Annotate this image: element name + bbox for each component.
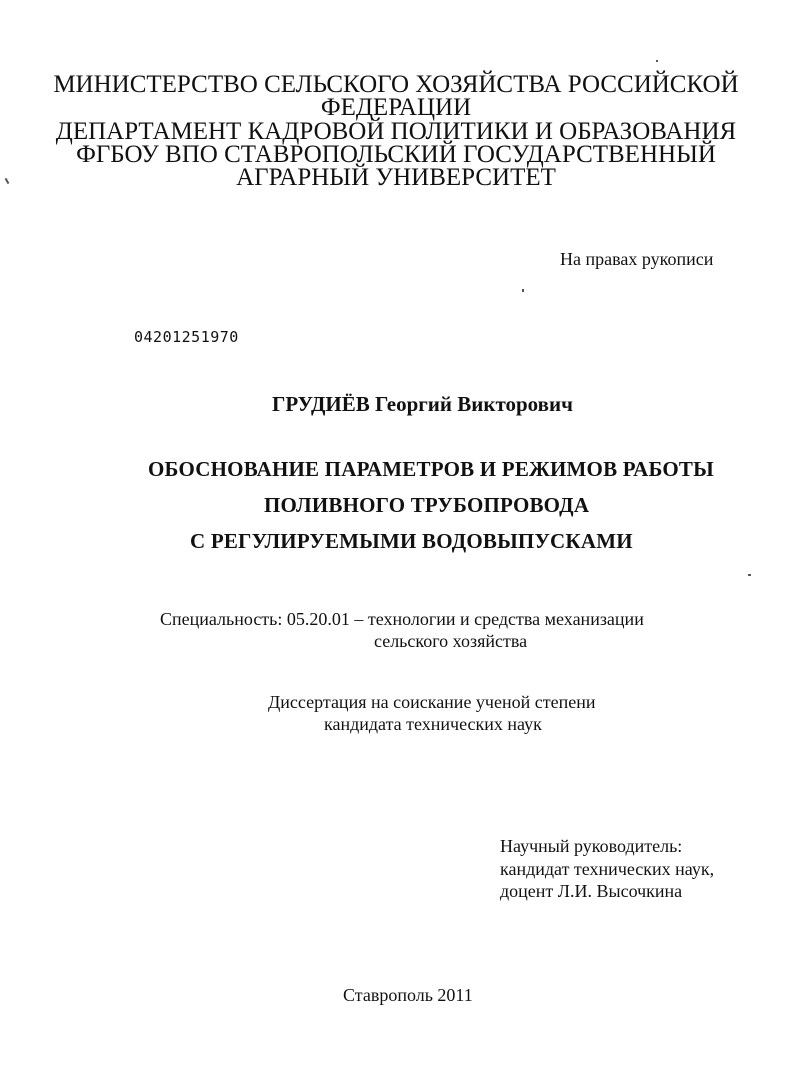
- org-line-federation: ФЕДЕРАЦИИ: [320, 94, 472, 121]
- scan-speck: [748, 574, 751, 576]
- manuscript-note: На правах рукописи: [560, 249, 714, 269]
- scan-speck: [656, 60, 658, 62]
- supervisor-heading: Научный руководитель:: [500, 836, 683, 856]
- supervisor-degree: кандидат технических наук,: [500, 859, 715, 879]
- title-line-2: ПОЛИВНОГО ТРУБОПРОВОДА: [264, 493, 590, 517]
- degree-line-1: Диссертация на соискание ученой степени: [268, 692, 596, 712]
- scan-speck: [522, 289, 524, 292]
- org-line-ministry: МИНИСТЕРСТВО СЕЛЬСКОГО ХОЗЯЙСТВА РОССИЙСКОЙ: [53, 71, 739, 98]
- place-year: Ставрополь 2011: [343, 985, 473, 1005]
- title-line-1: ОБОСНОВАНИЕ ПАРАМЕТРОВ И РЕЖИМОВ РАБОТЫ: [148, 457, 714, 481]
- org-line-university: ФГБОУ ВПО СТАВРОПОЛЬСКИЙ ГОСУДАРСТВЕННЫЙ: [76, 141, 716, 168]
- author-name: ГРУДИЁВ Георгий Викторович: [272, 392, 573, 416]
- catalog-number: 04201251970: [134, 328, 239, 346]
- org-line-department: ДЕПАРТАМЕНТ КАДРОВОЙ ПОЛИТИКИ И ОБРАЗОВАНИЯ: [55, 118, 737, 145]
- title-line-3: С РЕГУЛИРУЕМЫМИ ВОДОВЫПУСКАМИ: [190, 529, 633, 553]
- degree-line-2: кандидата технических наук: [324, 714, 542, 734]
- org-line-university-name: АГРАРНЫЙ УНИВЕРСИТЕТ: [236, 164, 556, 191]
- supervisor-name: доцент Л.И. Высочкина: [500, 881, 683, 901]
- specialty-line-1: Специальность: 05.20.01 – технологии и средства механизации: [160, 609, 644, 629]
- specialty-line-2: сельского хозяйства: [374, 631, 528, 651]
